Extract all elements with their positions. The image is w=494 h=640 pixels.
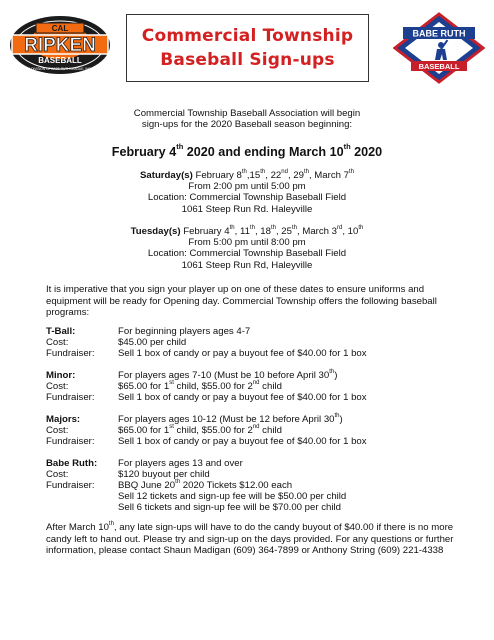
title-line-1: Commercial Township (141, 26, 354, 46)
intro-text (0, 108, 494, 130)
ripken-top-text: CAL (51, 24, 69, 33)
saturday-dates: Saturday(s) February 8th,15th, 22nd, 29th, March 7th (140, 169, 354, 181)
saturday-schedule (0, 170, 494, 215)
majors-cost-label: Cost: (46, 425, 69, 436)
title-box (126, 14, 369, 82)
ripken-ring-text: A DIVISION OF BABE RUTH LEAGUE, INC. (28, 67, 92, 71)
saturday-time: From 2:00 pm until 5:00 pm (188, 181, 306, 193)
signup-date-range-headline: February 4th 2020 and ending March 10th 2020 (111, 142, 383, 159)
tuesday-time: From 5:00 pm until 8:00 pm (188, 237, 306, 249)
closing-paragraph: After March 10th, any late sign-ups will have to do the candy buyout of $40.00 if there is no more candy left to hand out. Please try and sign-up on the days provided. For any questions or further information, please contact Shaun Madigan (609) 364-7899 or Anthony String (609) 221-4338 (46, 521, 454, 557)
tball-fundraiser: Sell 1 box of candy or pay a buyout fee of $40.00 for 1 box (118, 348, 367, 359)
title-line-2: Baseball Sign-ups (160, 50, 335, 70)
babe-ruth-cost: $120 buyout per child (118, 469, 210, 480)
saturday-location: Location: Commercial Township Baseball Field (147, 192, 347, 204)
tuesday-schedule (0, 226, 494, 271)
tball-cost-label: Cost: (46, 337, 69, 348)
babe-ruth-baseball-logo (393, 12, 485, 84)
babe-ruth-desc: For players ages 13 and over (118, 458, 243, 469)
babe-ruth-label: Babe Ruth: (46, 458, 98, 469)
majors-fundraiser: Sell 1 box of candy or pay a buyout fee of $40.00 for 1 box (118, 436, 367, 447)
minor-fundraiser-label: Fundraiser: (46, 392, 95, 403)
babe-ruth-fundraiser: BBQ June 20th 2020 Tickets $12.00 each (118, 479, 293, 491)
tuesday-location: Location: Commercial Township Baseball Field (147, 248, 347, 260)
tball-label: T-Ball: (46, 326, 76, 337)
majors-fundraiser-label: Fundraiser: (46, 436, 95, 447)
tuesday-dates: Tuesday(s) February 4th, 11th, 18th, 25th, March 3rd, 10th (130, 225, 364, 237)
majors-cost: $65.00 for 1st child, $55.00 for 2nd child (118, 424, 282, 436)
imperative-paragraph: It is imperative that you sign your player up on one of these dates to ensure uniforms and equipment will be ready for Opening day. Commercial Township offers the following baseball programs: (46, 284, 437, 319)
intro-line-1: Commercial Township Baseball Association will begin (133, 108, 361, 119)
cal-ripken-baseball-logo (6, 12, 114, 76)
intro-line-2: sign-ups for the 2020 Baseball season beginning: (141, 119, 353, 131)
minor-label: Minor: (46, 370, 76, 381)
tball-cost: $45.00 per child (118, 337, 187, 348)
tuesday-address: 1061 Steep Run Rd, Haleyville (181, 259, 313, 271)
ripken-bottom-text: BASEBALL (38, 56, 82, 65)
tball-fundraiser-label: Fundraiser: (46, 348, 95, 359)
babe-ruth-fundraiser-6-tickets: Sell 6 tickets and sign-up fee will be $70.00 per child (118, 502, 341, 513)
tball-desc: For beginning players ages 4-7 (118, 326, 251, 337)
babe-ruth-bottom-text: BASEBALL (418, 62, 460, 71)
majors-desc: For players ages 10-12 (Must be 12 before April 30th) (118, 413, 343, 425)
minor-cost-label: Cost: (46, 381, 69, 392)
babe-ruth-cost-label: Cost: (46, 469, 69, 480)
minor-cost: $65.00 for 1st child, $55.00 for 2nd child (118, 380, 282, 392)
ripken-main-text: RIPKEN (24, 35, 96, 56)
majors-label: Majors: (46, 414, 81, 425)
minor-fundraiser: Sell 1 box of candy or pay a buyout fee of $40.00 for 1 box (118, 392, 367, 403)
saturday-address: 1061 Steep Run Rd. Haleyville (181, 203, 313, 215)
babe-ruth-fundraiser-12-tickets: Sell 12 tickets and sign-up fee will be $50.00 per child (118, 491, 347, 502)
babe-ruth-fundraiser-label: Fundraiser: (46, 480, 95, 491)
minor-desc: For players ages 7-10 (Must be 10 before April 30th) (118, 369, 338, 381)
babe-ruth-top-text: BABE RUTH (412, 28, 466, 39)
